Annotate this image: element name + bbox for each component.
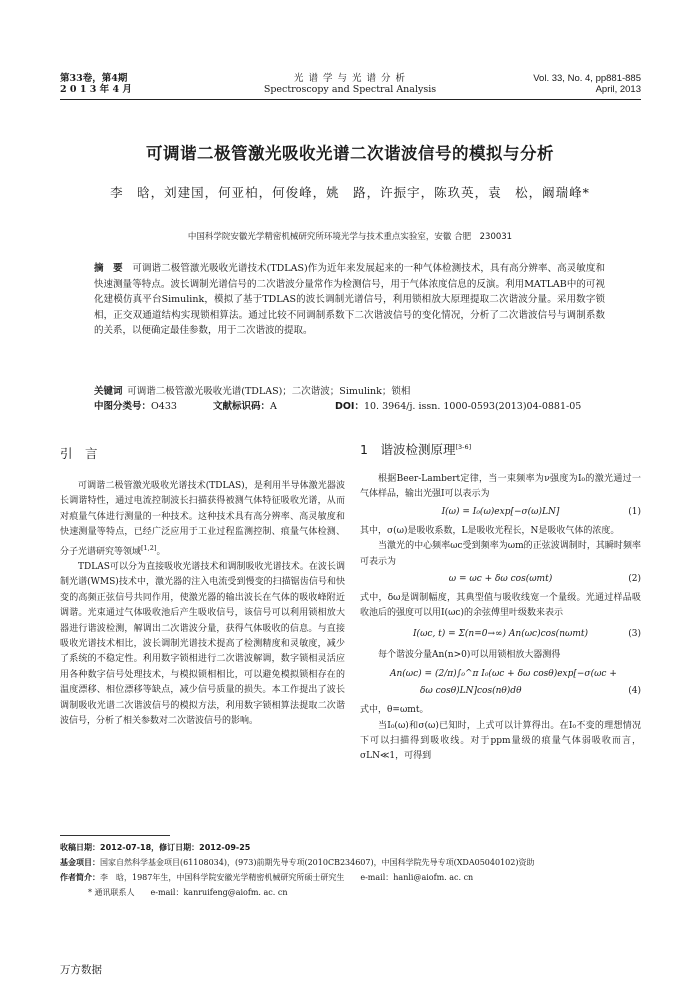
watermark: 万方数据	[60, 964, 102, 976]
equation-2	[360, 572, 641, 589]
section-1-paragraph-4: 式中，δω是调制幅度，其典型值与吸收线宽一个量级。光通过样品吸收池后的强度可以用I(ωc)的余弦傅里叶级数来表示	[360, 593, 641, 619]
keywords-block	[94, 384, 605, 414]
abstract	[94, 261, 605, 339]
section-1-paragraph-7: 当I₀(ω)和σ(ω)已知时，上式可以计算得出。在I₀不变的理想情况下可以扫描得到吸收线。对于ppm量级的痕量气体弱吸收而言，σLN≪1，可得到	[360, 720, 641, 762]
equation-1-number: (1)	[628, 506, 641, 517]
intro-paragraph-2: TDLAS可以分为直接吸收光谱技术和调制吸收光谱技术。在波长调制光谱(WMS)技术中，激光器的注入电流受到慢变的扫描锯齿信号和快变的高频正弦信号共同作用，使激光器的输出波长在气体的吸收峰附近调谐。光束通过气体吸收池后产生吸收信号，该信号可以利用锁相放大器进行谐波检测，解调出二次谐波分量，获得气体吸收的信息。与直接吸收光谱技术相比，波长调制光谱技术提高了检测精度和灵敏度，减少了系统的不稳定性。利用数字锁相进行二次谐波解调，数字锁相灵活应用各种数字信号处理技术，与模拟锁相相比，可以避免模拟锁相存在的温度漂移、相位漂移等缺点，减少信号质量的损失。本工作提出了波长调制吸收光谱二次谐波信号的模拟方法，利用数字锁相算法提取二次谐波信号，分析了相关参数对二次谐波信号的影响。	[60, 562, 345, 727]
author-list: 李 晗，刘建国，何亚柏，何俊峰，姚 路，许振宇，陈玖英，袁 松，阚瑞峰*	[110, 185, 590, 200]
equation-1	[360, 505, 641, 522]
doc-code-value: A	[270, 401, 277, 412]
journal-name-en: Spectroscopy and Spectral Analysis	[263, 84, 437, 95]
section-1-paragraph-5: 每个谐波分量An(n>0)可以用锁相放大器测得	[378, 649, 561, 660]
bio-text: 李 晗，1987年生，中国科学院安徽光学精密机械研究所硕士研究生 e-mail：hanli@aiofm. ac. cn	[100, 873, 474, 882]
classification-line	[94, 399, 605, 414]
equation-3-number: (3)	[628, 628, 641, 639]
equation-4-number: (4)	[628, 686, 641, 697]
section-1-paragraph-3: 当激光的中心频率ωc受到频率为ωm的正弦波调制时，其瞬时频率可表示为	[360, 541, 641, 567]
journal-issue: 第33卷，第4期	[60, 73, 128, 84]
journal-name-cn: 光 谱 学 与 光 谱 分 析	[293, 73, 407, 84]
section-title-intro: 引 言	[60, 446, 98, 461]
equation-3-formula: I(ωc, t) = Σ(n=0→∞) An(ωc)cos(nωmt)	[413, 628, 588, 639]
clc-value: O433	[151, 401, 177, 412]
doc-code-label: 文献标识码：	[213, 401, 271, 412]
section-1-column	[360, 472, 641, 765]
equation-1-formula: I(ω) = I₀(ω)exp[−σ(ω)LN]	[441, 506, 560, 517]
section-1-paragraph-1: 根据Beer-Lambert定律，当一束频率为ν强度为I₀的激光通过一气体样品，输出光强I可以表示为	[360, 474, 641, 500]
received-dates: 收稿日期：2012-07-18，修订日期：2012-09-25	[60, 843, 251, 852]
equation-2-number: (2)	[628, 574, 641, 585]
keywords-text: 可调谐二极管激光吸收光谱(TDLAS)；二次谐波；Simulink；锁相	[127, 386, 411, 397]
affiliation: 中国科学院安徽光学精密机械研究所环境光学与技术重点实验室，安徽 合肥 230031	[187, 232, 513, 242]
equation-4-formula-line-2: δω cosθ)LN]cos(nθ)dθ	[420, 686, 522, 697]
article-title: 可调谐二极管激光吸收光谱二次谐波信号的模拟与分析	[146, 144, 554, 163]
abstract-label: 摘 要	[94, 263, 123, 274]
fund-label: 基金项目：	[60, 858, 100, 867]
doi-value: 10. 3964/j. issn. 1000-0593(2013)04-0881-05	[363, 401, 582, 412]
section-1-paragraph-6: 式中，θ=ωmt。	[360, 705, 429, 716]
fund-line	[60, 855, 641, 870]
equation-4-formula-line-1: An(ωc) = (2/π)∫₀^π I₀(ωc + δω cosθ)exp[−σ(ωc +	[390, 669, 617, 680]
footnote-rule	[60, 835, 170, 836]
abstract-text: 可调谐二极管激光吸收光谱技术(TDLAS)作为近年来发展起来的一种气体检测技术，具有高分辨率、高灵敏度和快速测量等特点。波长调制光谱信号的二次谐波分量常作为检测信号，用于气体浓度信息的反演。利用MATLAB中的可视化建模仿真平台Simulink，模拟了基于TDLAS的波长调制光谱信号，利用锁相放大原理提取二次谐波分量。采用数字锁相，正交双通道结构实现锁相算法。通过比较不同调制系数下二次谐波信号的变化情况，分析了二次谐波信号与调制系数的关系，以便确定最佳参数，用于二次谐波的提取。	[94, 263, 605, 337]
keywords-line	[94, 384, 605, 399]
equation-3	[360, 624, 641, 646]
header-rule	[60, 99, 641, 100]
intro-paragraph-1: 可调谐二极管激光吸收光谱技术(TDLAS)，是利用半导体激光器波长调谐特性，通过电流控制波长扫描获得被测气体特征吸收光谱，从而对痕量气体进行测量的一种技术。这种技术具有高分辨率、高灵敏度和快速测量等特点，已经广泛应用于工业过程监测控制、痕量气体检测、分子光谱研究等领域[1,2]。	[60, 481, 345, 557]
clc-label: 中图分类号：	[94, 401, 152, 412]
corresponding-author: * 通讯联系人 e-mail：kanruifeng@aiofm. ac. cn	[88, 888, 288, 897]
volume-pages: Vol. 33, No. 4, pp881-885	[533, 73, 641, 84]
fund-text: 国家自然科学基金项目(61108034)，(973)前期先导专项(2010CB234607)，中国科学院先导专项(XDA05040102)资助	[100, 858, 535, 867]
section-title-1: 1 谐波检测原理[3-6]	[360, 442, 472, 457]
section-1-paragraph-2: 其中，σ(ω)是吸收系数，L是吸收光程长，N是吸收气体的浓度。	[360, 525, 620, 536]
equation-2-formula: ω = ωc + δω cos(ωmt)	[448, 574, 553, 585]
citation-1-2: [1,2]	[141, 543, 157, 552]
doi-label: DOI：	[334, 401, 364, 412]
intro-column	[60, 479, 345, 730]
month-year: April, 2013	[595, 84, 641, 95]
keywords-label: 关键词	[94, 386, 123, 397]
author-bio-line	[60, 870, 641, 885]
issue-date: 2 0 1 3 年 4 月	[60, 84, 132, 95]
equation-4	[360, 665, 641, 701]
citation-3-6: [3-6]	[455, 442, 472, 451]
footnotes	[60, 840, 641, 900]
bio-label: 作者简介：	[60, 873, 100, 882]
running-header-right	[440, 73, 641, 95]
